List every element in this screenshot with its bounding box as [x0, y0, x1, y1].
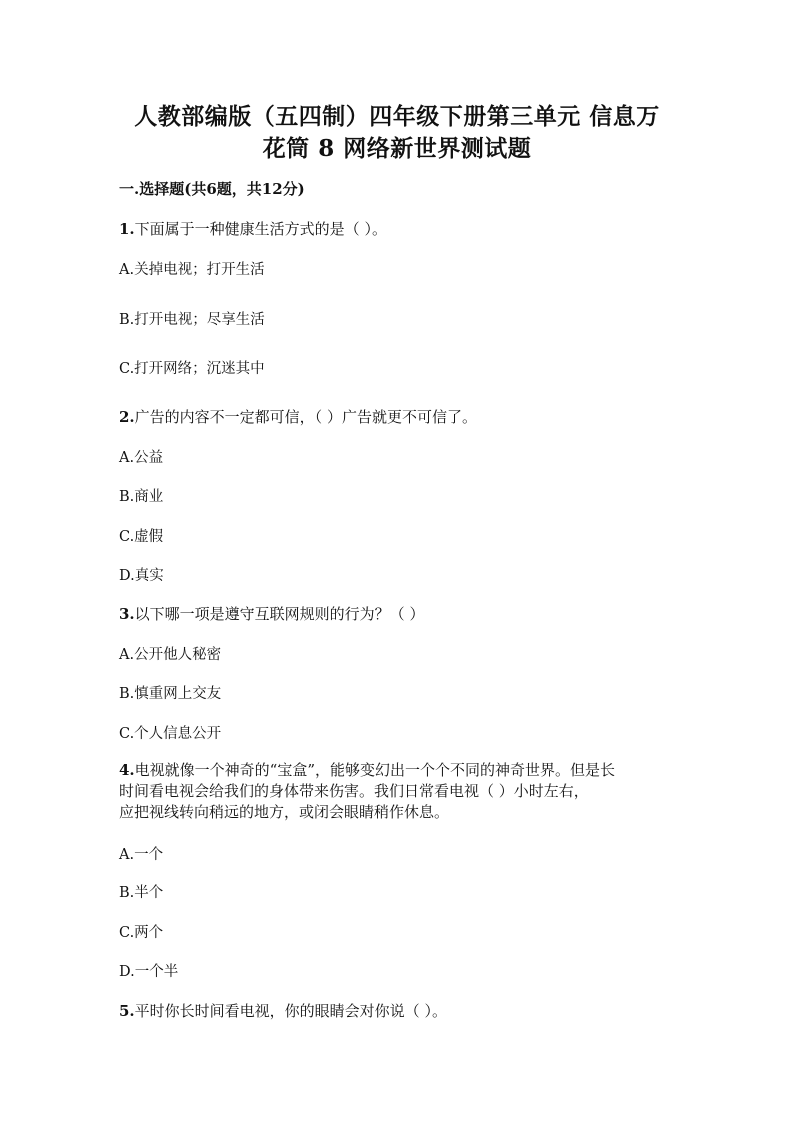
question-4 [119, 760, 679, 823]
option-4b: B.半个 [119, 885, 164, 901]
option-4c: C.两个 [119, 925, 164, 941]
title-line-2: 花筒 8 网络新世界测试题 [262, 135, 532, 162]
question-text: 广告的内容不一定都可信，（ ）广告就更不可信了。 [134, 408, 477, 426]
question-text: 下面属于一种健康生活方式的是（ ）。 [134, 220, 387, 238]
question-number: 4. [119, 761, 135, 779]
question-number: 5. [119, 1002, 135, 1020]
question-4-line-2: 时间看电视会给我们的身体带来伤害。我们日常看电视（ ）小时左右， [119, 782, 589, 800]
title-line-1: 人教部编版（五四制）四年级下册第三单元 信息万 [134, 103, 660, 130]
option-2a: A.公益 [119, 450, 164, 466]
option-3c: C.个人信息公开 [119, 726, 222, 742]
question-number: 1. [119, 220, 135, 238]
question-text: 以下哪一项是遵守互联网规则的行为？（ ） [134, 605, 425, 623]
question-number: 3. [119, 605, 135, 623]
question-3 [119, 603, 424, 624]
option-3b: B.慎重网上交友 [119, 686, 222, 702]
option-2b: B.商业 [119, 489, 164, 505]
option-4a: A.一个 [119, 847, 164, 863]
question-text: 电视就像一个神奇的“宝盒”，能够变幻出一个个不同的神奇世界。但是长 [134, 761, 616, 779]
question-1 [119, 218, 387, 239]
question-4-line-1 [119, 760, 679, 781]
question-4-line-3: 应把视线转向稍远的地方，或闭会眼睛稍作休息。 [119, 803, 450, 821]
option-1b: B.打开电视；尽享生活 [119, 312, 265, 328]
option-1a: A.关掉电视；打开生活 [119, 262, 265, 278]
option-1c: C.打开网络；沉迷其中 [119, 361, 265, 377]
option-2c: C.虚假 [119, 529, 164, 545]
question-2 [119, 406, 477, 427]
option-2d: D.真实 [119, 568, 164, 584]
section-heading: 一.选择题(共6题，共12分) [119, 180, 305, 198]
question-text: 平时你长时间看电视，你的眼睛会对你说（ ）。 [134, 1002, 447, 1020]
question-5 [119, 1000, 447, 1021]
question-number: 2. [119, 408, 135, 426]
option-3a: A.公开他人秘密 [119, 647, 222, 663]
option-4d: D.一个半 [119, 964, 179, 980]
